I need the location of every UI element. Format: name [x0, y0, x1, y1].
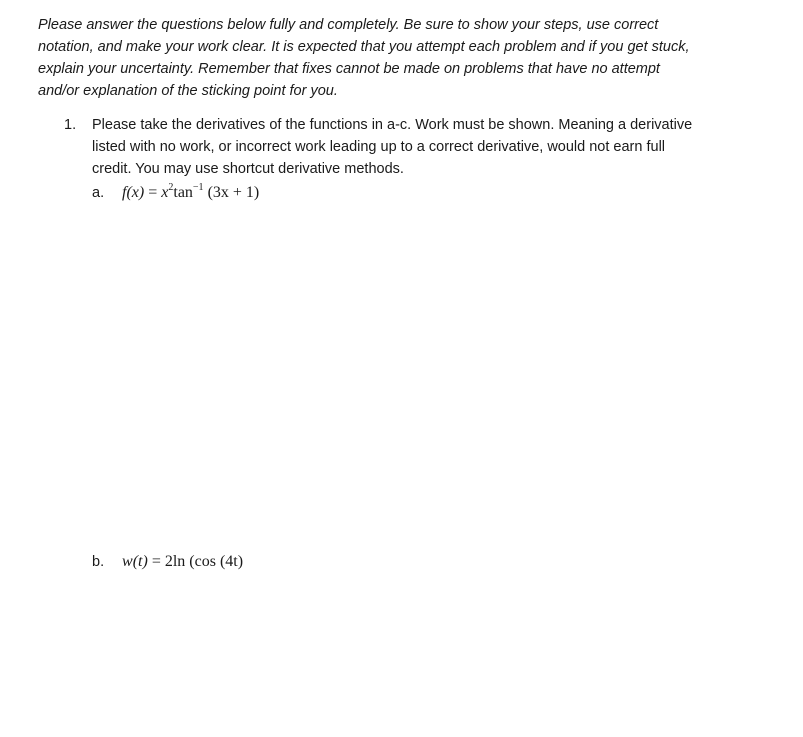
- question-text-line: listed with no work, or incorrect work leading up to a correct derivative, would not earn full: [92, 139, 666, 155]
- part-a: [92, 182, 259, 204]
- part-letter: b.: [92, 554, 105, 570]
- function-lhs: w(t): [122, 553, 148, 570]
- function-argument: (3x + 1): [203, 184, 260, 201]
- function-name: tan: [173, 184, 193, 201]
- instructions-paragraph: [38, 14, 778, 102]
- instructions-line: and/or explanation of the sticking point for you.: [38, 83, 338, 99]
- instructions-line: notation, and make your work clear. It is expected that you attempt each problem and if you get stuck,: [38, 39, 690, 55]
- function-f-expression: [122, 184, 259, 201]
- part-b: [92, 551, 243, 573]
- exponent-2: 2: [168, 182, 174, 193]
- equals-sign: =: [144, 184, 162, 201]
- inverse-exponent: −1: [192, 182, 204, 193]
- question-text-line: credit. You may use shortcut derivative methods.: [92, 161, 404, 177]
- question-text-line: Please take the derivatives of the functions in a-c. Work must be shown. Meaning a derivative: [92, 117, 693, 133]
- part-letter: a.: [92, 185, 105, 201]
- question-text: [92, 114, 772, 180]
- function-lhs: f(x): [122, 184, 145, 201]
- function-w-expression: [122, 553, 243, 570]
- question-number: 1.: [64, 117, 77, 133]
- instructions-line: Please answer the questions below fully and completely. Be sure to show your steps, use correct: [38, 17, 659, 33]
- variable-x: x: [161, 184, 169, 201]
- equals-sign: =: [147, 553, 165, 570]
- function-body: 2ln (cos (4t): [164, 553, 244, 570]
- instructions-line: explain your uncertainty. Remember that fixes cannot be made on problems that have no attempt: [38, 61, 660, 77]
